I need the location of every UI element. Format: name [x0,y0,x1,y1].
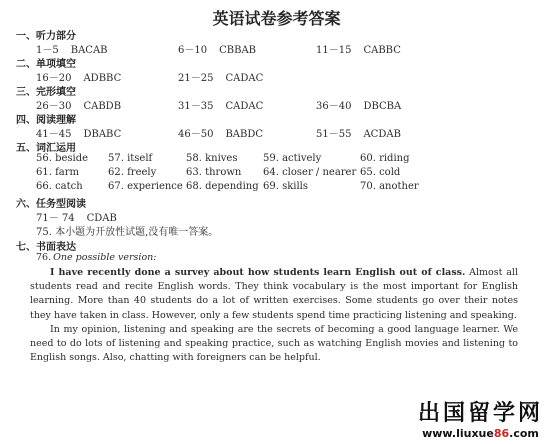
vocab-answer: 61. farm [36,167,80,178]
answer-range: 16－20 [36,73,72,84]
answer-value: CADAC [225,73,264,84]
answer-cloze-1 [36,97,121,112]
answer-listening-2 [178,41,256,56]
vocab-answer: 59. actively [263,153,322,164]
answer-range: 36－40 [316,101,352,112]
vocab-answer: 57. itself [108,153,153,164]
watermark-url [418,427,543,440]
vocab-answer: 66. catch [36,181,83,192]
vocab-answer: 64. closer / nearer [263,167,357,178]
answer-value: ACDAB [363,129,401,140]
answer-range: 1－5 [36,45,59,56]
essay-paragraph-1-body: Almost all students read and recite English words. They think vocabulary is the most important for English learning. More than 40 students do a lot of written exercises. Some students go over their notes they have taken in class. However, only a few students spend time practicing listening and speaking. [30,267,518,321]
essay-paragraph-1 [30,266,518,323]
answer-value: CDAB [86,213,117,224]
answer-value: DBABC [83,129,122,140]
answer-range: 6－10 [178,45,208,56]
answer-value: CABBC [363,45,401,56]
section-heading-reading: 四、阅读理解 [16,115,76,126]
question-number: 76. [36,252,52,263]
site-watermark [418,396,543,440]
answer-single-choice-1 [36,69,121,84]
page-title: 英语试卷参考答案 [212,9,341,28]
answer-range: 26－30 [36,101,72,112]
writing-question-label [36,252,157,263]
section-heading-task-reading: 六、任务型阅读 [16,199,86,210]
section-heading-vocabulary: 五、词汇运用 [16,143,76,154]
vocab-answer: 65. cold [360,167,401,178]
answer-reading-2 [178,125,263,140]
vocab-answer: 58. knives [186,153,238,164]
answer-value: BABDC [225,129,264,140]
answer-range: 41－45 [36,129,72,140]
vocab-answer: 70. another [360,181,419,192]
vocab-answer: 69. skills [263,181,308,192]
answer-range: 31－35 [178,101,214,112]
watermark-url-number: 86 [493,427,510,440]
answer-listening-3 [316,41,401,56]
answer-task-reading-2: 75. 本小题为开放性试题,没有唯一答案。 [36,227,219,238]
vocab-answer: 68. depending [186,181,259,192]
answer-value: DBCBA [363,101,402,112]
answer-value: CADAC [225,101,264,112]
answer-range: 46－50 [178,129,214,140]
watermark-url-prefix: www.liuxue [422,427,494,440]
answer-single-choice-2 [178,69,263,84]
answer-task-reading-1 [36,209,117,224]
vocab-answer: 60. riding [360,153,410,164]
essay-topic-sentence: I have recently done a survey about how students learn English out of class. [50,267,466,278]
section-heading-listening: 一、听力部分 [16,31,76,42]
section-heading-single-choice: 二、单项填空 [16,59,76,70]
answer-range: 71－ 74 [36,213,75,224]
writing-sample-essay [30,266,518,365]
vocab-answer: 62. freely [108,167,157,178]
answer-value: ADBBC [83,73,122,84]
vocab-answer: 56. beside [36,153,89,164]
answer-value: CABDB [83,101,122,112]
answer-reading-1 [36,125,121,140]
answer-cloze-3 [316,97,401,112]
vocab-answer: 63. thrown [186,167,242,178]
essay-paragraph-2: In my opinion, listening and speaking are the secrets of becoming a good language learner. We need to do lots of listening and speaking practice, such as watching English movies and listening to English songs. Also, chatting with foreigners can be helpful. [30,323,518,364]
section-heading-writing: 七、书面表达 [16,242,76,253]
watermark-logo-text: 出国留学网 [417,401,543,426]
answer-cloze-2 [178,97,263,112]
watermark-url-suffix: .com [509,427,539,440]
vocab-answer: 67. experience [108,181,183,192]
answer-listening-1 [36,41,108,56]
answer-reading-3 [316,125,401,140]
answer-range: 11－15 [316,45,352,56]
answer-range: 51－55 [316,129,352,140]
possible-version-hint: One possible version: [53,252,157,263]
section-heading-cloze: 三、完形填空 [16,87,76,98]
answer-value: CBBAB [219,45,257,56]
answer-range: 21－25 [178,73,214,84]
answer-value: BACAB [70,45,108,56]
